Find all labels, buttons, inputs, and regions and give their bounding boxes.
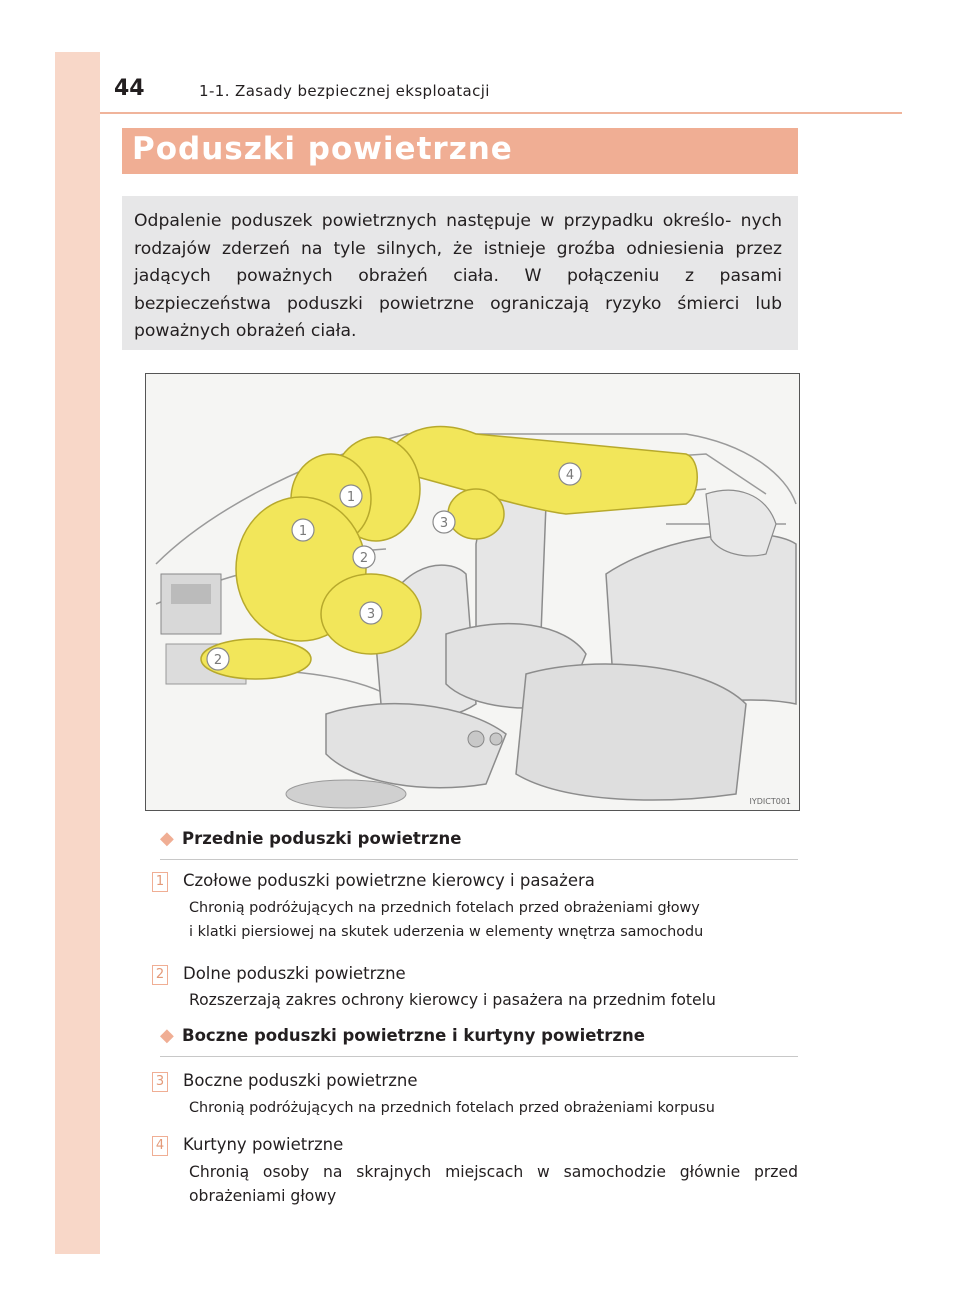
page-header [100,76,902,114]
callout-label: 2 [359,551,369,566]
diamond-bullet-icon: ◆ [160,1025,174,1046]
item-number-badge: 3 [152,1072,168,1092]
page-number: 44 [114,76,145,101]
section-title: Poduszki powietrzne [132,131,513,167]
diamond-bullet-icon: ◆ [160,828,174,849]
item-number-badge: 1 [152,872,168,892]
item-number-badge: 4 [152,1136,168,1156]
side-airbags-heading: ◆ Boczne poduszki powietrzne i kurtyny powietrzne [160,1026,798,1057]
callout-label: 4 [565,468,575,483]
item-title: Czołowe poduszki powietrzne kierowcy i pasażera [183,871,595,890]
section-title-bar [122,128,798,174]
front-airbags-heading: ◆ Przednie poduszki powietrzne [160,829,798,860]
callout-label: 1 [346,490,356,505]
left-margin-band [55,52,100,1254]
item-title: Kurtyny powietrzne [183,1135,344,1154]
intro-text: Odpalenie poduszek powietrznych następuje w przypadku określo- nych rodzajów zderzeń na tyle silnych, że istnieje groźba odniesienia przez jadących poważnych obrażeń ciała. W połączeniu z pasami bezpieczeństwa poduszki powietrzne ograniczają ryzyko śmierci lub poważnych obrażeń ciała. [134,211,782,341]
intro-box [122,196,798,350]
item-description: Chronią osoby na skrajnych miejscach w samochodzie głównie przed obrażeniami głowy [189,1163,798,1205]
callout-label: 3 [366,607,376,622]
item-description: Chronią podróżujących na przednich fotelach przed obrażeniami korpusu [189,1100,715,1116]
figure-code: IYDICT001 [749,797,791,806]
item-title: Boczne poduszki powietrzne [183,1071,418,1090]
callout-label: 3 [439,516,449,531]
item-description: Rozszerzają zakres ochrony kierowcy i pasażera na przednim fotelu [189,991,716,1009]
airbag-illustration [145,373,800,811]
running-title: 1-1. Zasady bezpiecznej eksploatacji [199,82,490,100]
item-description: Chronią podróżujących na przednich fotelach przed obrażeniami głowy i klatki piersiowej na skutek uderzenia w elementy wnętrza samochodu [189,900,704,940]
item-title: Dolne poduszki powietrzne [183,964,406,983]
item-number-badge: 2 [152,965,168,985]
callout-label: 2 [213,653,223,668]
car-interior-drawing [146,374,799,810]
callout-label: 1 [298,524,308,539]
